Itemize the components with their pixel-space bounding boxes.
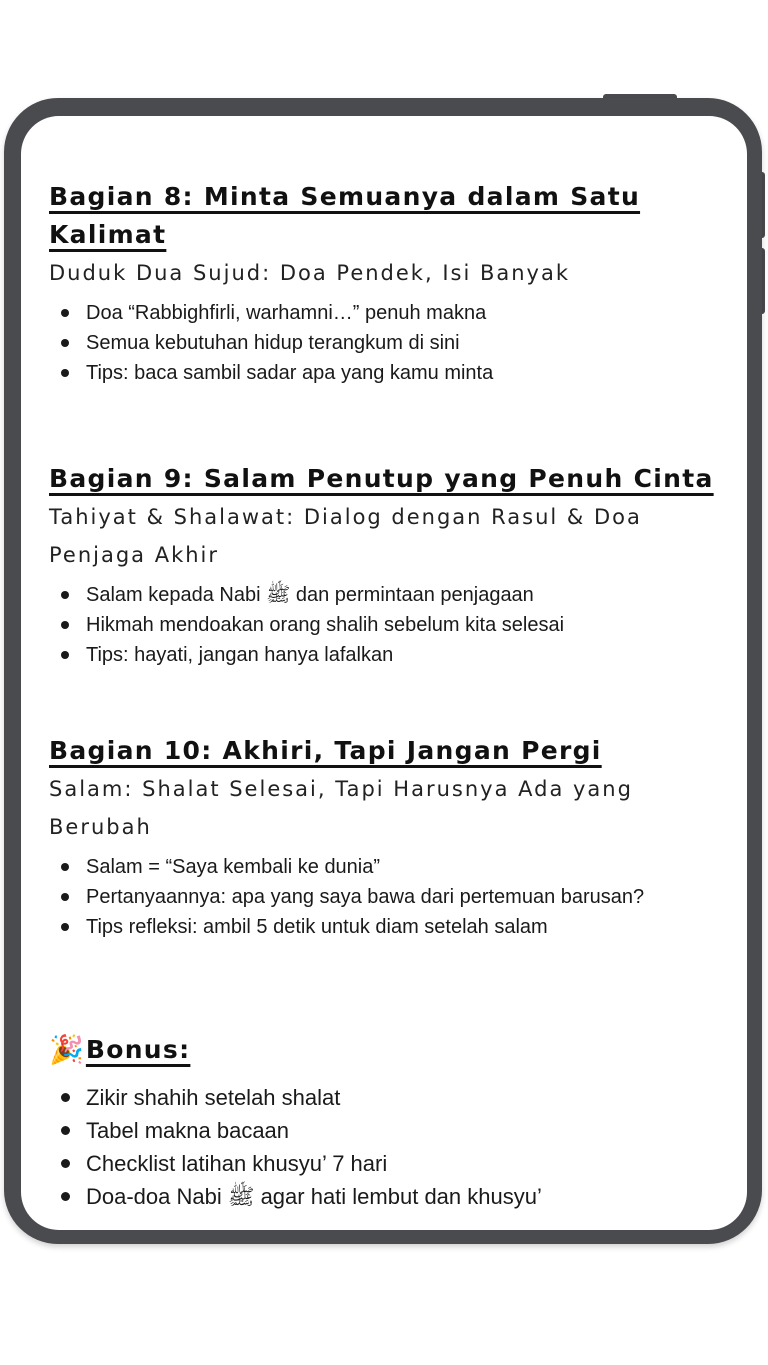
bullet-dot [61,339,69,347]
bullet-dot [61,591,69,599]
bullet-dot [61,923,69,931]
list-item [86,640,729,670]
list-item-text: Pertanyaannya: apa yang saya bawa dari pertemuan barusan? [86,886,645,908]
section-bagian-10 [49,732,729,942]
section-subtitle: Salam: Shalat Selesai, Tapi Harusnya Ada yang Berubah [49,777,633,839]
section-bagian-9 [49,460,729,670]
bullet-list [49,1081,729,1213]
list-item [86,610,729,640]
section-subtitle: Duduk Dua Sujud: Doa Pendek, Isi Banyak [49,261,570,285]
bullet-dot [61,863,69,871]
list-item [86,852,729,882]
bullet-dot [61,1192,70,1201]
bullet-dot [61,1126,70,1135]
list-item-text: Checklist latihan khusyu’ 7 hari [86,1151,388,1176]
section-title: Bagian 10: Akhiri, Tapi Jangan Pergi [49,736,602,765]
list-item-text: Doa “Rabbighfirli, warhamni…” penuh makna [86,302,487,324]
party-popper-icon: 🎉 [49,1034,84,1065]
list-item [86,1081,729,1114]
section-bonus [49,1031,729,1213]
tablet-screen[interactable] [21,116,747,1230]
bullet-dot [61,1159,70,1168]
list-item [86,358,729,388]
list-item [86,882,729,912]
list-item-text: Tabel makna bacaan [86,1118,290,1143]
list-item-text: Salam = “Saya kembali ke dunia” [86,856,381,878]
bullet-dot [61,309,69,317]
list-item [86,1114,729,1147]
list-item-text: Tips: hayati, jangan hanya lafalkan [86,644,394,666]
bullet-list [49,852,729,942]
list-item [86,580,729,610]
list-item-text: Zikir shahih setelah shalat [86,1085,341,1110]
list-item-text: Tips: baca sambil sadar apa yang kamu minta [86,362,494,384]
list-item [86,912,729,942]
section-title: Bagian 9: Salam Penutup yang Penuh Cinta [49,464,714,493]
section-title: Bagian 8: Minta Semuanya dalam Satu Kalimat [49,182,641,249]
section-bagian-8 [49,178,729,388]
bullet-dot [61,651,69,659]
bullet-dot [61,1093,70,1102]
list-item [86,1147,729,1180]
bullet-dot [61,893,69,901]
bullet-list [49,298,729,388]
section-subtitle: Tahiyat & Shalawat: Dialog dengan Rasul & Doa Penjaga Akhir [49,505,642,567]
list-item-text: Salam kepada Nabi ﷺ dan permintaan penjagaan [86,584,534,606]
list-item-text: Tips refleksi: ambil 5 detik untuk diam setelah salam [86,916,548,938]
bonus-heading [49,1031,729,1069]
bullet-dot [61,621,69,629]
list-item [86,328,729,358]
list-item-text: Semua kebutuhan hidup terangkum di sini [86,332,460,354]
bullet-dot [61,369,69,377]
bonus-title: Bonus: [85,1035,191,1064]
list-item [86,1180,729,1213]
list-item [86,298,729,328]
bullet-list [49,580,729,670]
list-item-text: Hikmah mendoakan orang shalih sebelum kita selesai [86,614,565,636]
list-item-text: Doa-doa Nabi ﷺ agar hati lembut dan khusyu’ [86,1184,542,1209]
